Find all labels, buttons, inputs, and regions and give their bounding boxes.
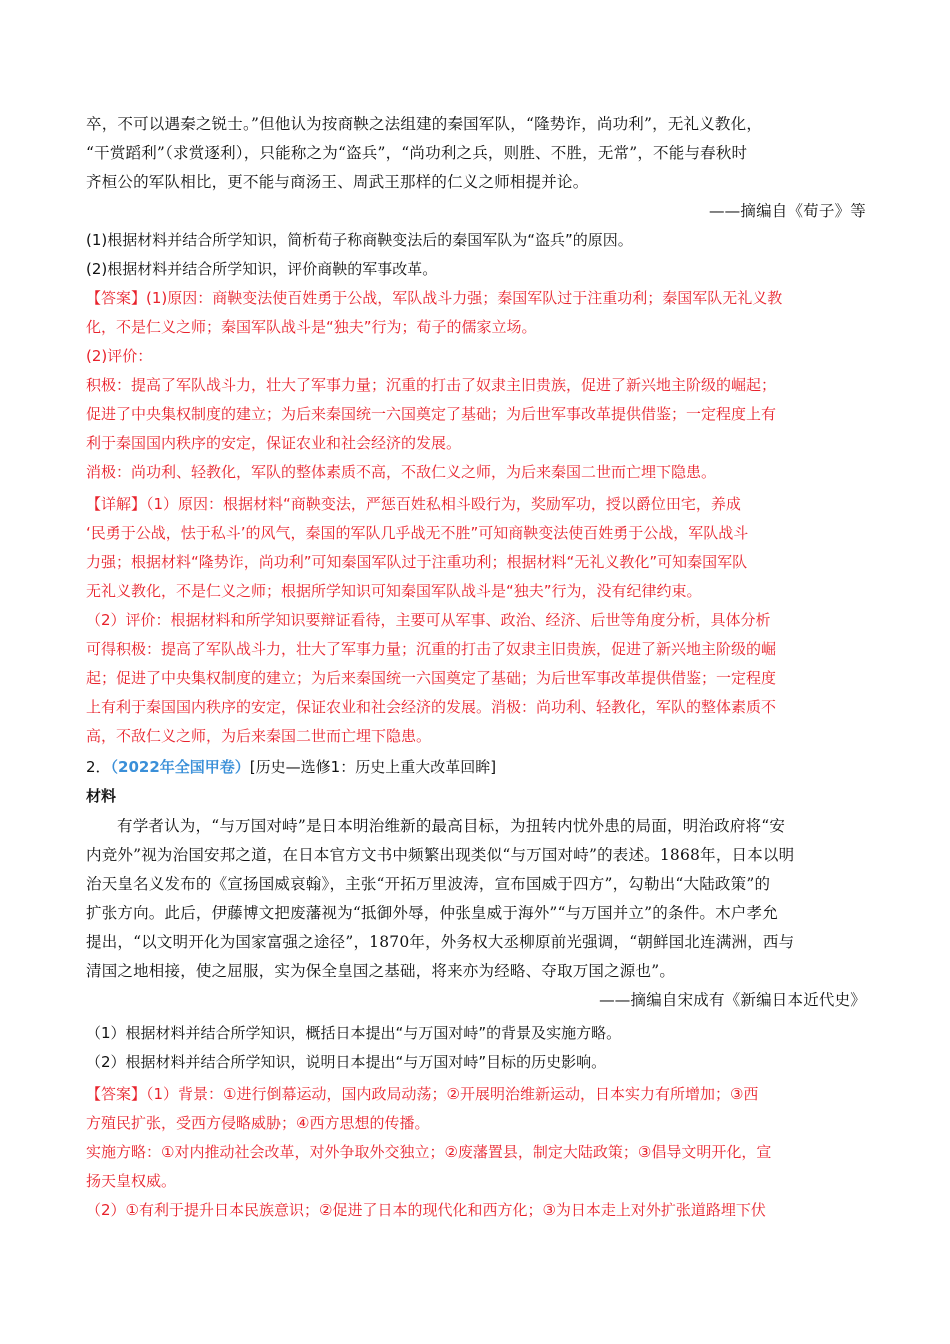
q1-source: ——摘编自《荀子》等 — [708, 202, 866, 220]
q2-source: ——摘编自宋成有《新编日本近代史》 — [599, 991, 866, 1009]
q2-material-line: 治天皇名义发布的《宣扬国威哀翰》，主张“开拓万里波涛，宣布国威于四方”，勾勒出“大陆政策”的 — [86, 875, 771, 893]
answer-line: (2)评价： — [86, 347, 153, 365]
q2-subject: [历史—选修1：历史上重大改革回眸] — [249, 758, 497, 776]
answer-line: 化，不是仁义之师；秦国军队战斗是“独夫”行为；荀子的儒家立场。 — [86, 318, 537, 336]
answer-line: 【答案】(1)原因：商鞅变法使百姓勇于公战，军队战斗力强；秦国军队过于注重功利；秦国军队无礼义教 — [86, 289, 783, 307]
q2-material-line: 内竞外”视为治国安邦之道，在日本官方文书中频繁出现类似“与万国对峙”的表述。1868年，日本以明 — [86, 846, 795, 864]
q1-question-1: (1)根据材料并结合所学知识，简析荀子称商鞅变法后的秦国军队为“盗兵”的原因。 — [86, 231, 633, 249]
detail-line: 起；促进了中央集权制度的建立；为后来秦国统一六国奠定了基础；为后世军事改革提供借鉴；一定程度 — [86, 669, 777, 687]
q2-material-line: 提出，“以文明开化为国家富强之途径”，1870年，外务权大丞柳原前光强调，“朝鲜国北连满洲，西与 — [86, 933, 795, 951]
answer-line: 积极：提高了军队战斗力，壮大了军事力量；沉重的打击了奴隶主旧贵族，促进了新兴地主阶级的崛起； — [86, 376, 777, 394]
q1-question-2: (2)根据材料并结合所学知识，评价商鞅的军事改革。 — [86, 260, 438, 278]
detail-line: 上有利于秦国国内秩序的安定，保证农业和社会经济的发展。消极：尚功利、轻教化，军队的整体素质不 — [86, 698, 777, 716]
answer-line: 消极：尚功利、轻教化，军队的整体素质不高，不敌仁义之师，为后来秦国二世而亡埋下隐患。 — [86, 463, 717, 481]
detail-line: ‘民勇于公战，怯于私斗’的风气，秦国的军队几乎战无不胜”可知商鞅变法使百姓勇于公战，军队战斗 — [86, 524, 749, 542]
q2-questions — [86, 1019, 866, 1077]
answer-line: 【答案】（1）背景：①进行倒幕运动，国内政局动荡；②开展明治维新运动，日本实力有所增加；③西 — [86, 1085, 759, 1103]
q2-material-line: 清国之地相接，使之屈服，实为保全皇国之基础，将来亦为经略、夺取万国之源也”。 — [86, 962, 676, 980]
q2-material — [86, 812, 866, 986]
q2-question-1: （1）根据材料并结合所学知识，概括日本提出“与万国对峙”的背景及实施方略。 — [86, 1024, 622, 1042]
answer-line: 促进了中央集权制度的建立；为后来秦国统一六国奠定了基础；为后世军事改革提供借鉴；一定程度上有 — [86, 405, 777, 423]
detail-line: 【详解】（1）原因：根据材料“商鞅变法，严惩百姓私相斗殴行为，奖励军功，授以爵位田宅，养成 — [86, 495, 741, 513]
q1-material-line: “干赏蹈利”（求赏逐利），只能称之为“盗兵”，“尚功利之兵，则胜、不胜，无常”，不能与春秋时 — [86, 144, 748, 162]
q2-material-line: 扩张方向。此后，伊藤博文把废藩视为“抵御外辱，仲张皇威于海外”“与万国并立”的条件。木户孝允 — [86, 904, 778, 922]
answer-line: 利于秦国国内秩序的安定，保证农业和社会经济的发展。 — [86, 434, 462, 452]
q1-material — [86, 110, 866, 197]
q1-questions — [86, 226, 866, 284]
q1-answer — [86, 284, 866, 487]
detail-line: 力强；根据材料“隆势诈，尚功利”可知秦国军队过于注重功利；根据材料“无礼义教化”可知秦国军队 — [86, 553, 748, 571]
q2-material-label: 材料 — [86, 787, 117, 805]
detail-line: 无礼义教化，不是仁义之师；根据所学知识可知秦国军队战斗是“独夫”行为，没有纪律约束。 — [86, 582, 702, 600]
q2-number: 2． — [86, 758, 111, 776]
detail-line: 高，不敌仁义之师，为后来秦国二世而亡埋下隐患。 — [86, 727, 432, 745]
answer-line: 方殖民扩张，受西方侵略威胁；④西方思想的传播。 — [86, 1114, 430, 1132]
detail-line: （2）评价：根据材料和所学知识要辩证看待，主要可从军事、政治、经济、后世等角度分析，具体分析 — [86, 611, 771, 629]
q1-material-line: 齐桓公的军队相比，更不能与商汤王、周武王那样的仁义之师相提并论。 — [86, 173, 589, 191]
q1-detail — [86, 490, 866, 751]
answer-line: 扬天皇权威。 — [86, 1172, 177, 1190]
q1-material-line: 卒，不可以遇秦之锐士。”但他认为按商鞅之法组建的秦国军队，“隆势诈，尚功利”，无礼义教化， — [86, 115, 763, 133]
q2-answer — [86, 1080, 866, 1225]
q2-exam-tag: （2022年全国甲卷） — [110, 758, 250, 776]
detail-line: 可得积极：提高了军队战斗力，壮大了军事力量；沉重的打击了奴隶主旧贵族，促进了新兴地主阶级的崛 — [86, 640, 777, 658]
answer-line: 实施方略：①对内推动社会改革，对外争取外交独立；②废藩置县，制定大陆政策；③倡导文明开化，宣 — [86, 1143, 772, 1161]
q2-question-2: （2）根据材料并结合所学知识，说明日本提出“与万国对峙”目标的历史影响。 — [86, 1053, 607, 1071]
answer-line: （2）①有利于提升日本民族意识；②促进了日本的现代化和西方化；③为日本走上对外扩张道路埋下伏 — [86, 1201, 766, 1219]
q2-header — [86, 753, 866, 782]
q2-material-line: 有学者认为，“与万国对峙”是日本明治维新的最高目标，为扭转内忧外患的局面，明治政府将“安 — [117, 817, 786, 835]
